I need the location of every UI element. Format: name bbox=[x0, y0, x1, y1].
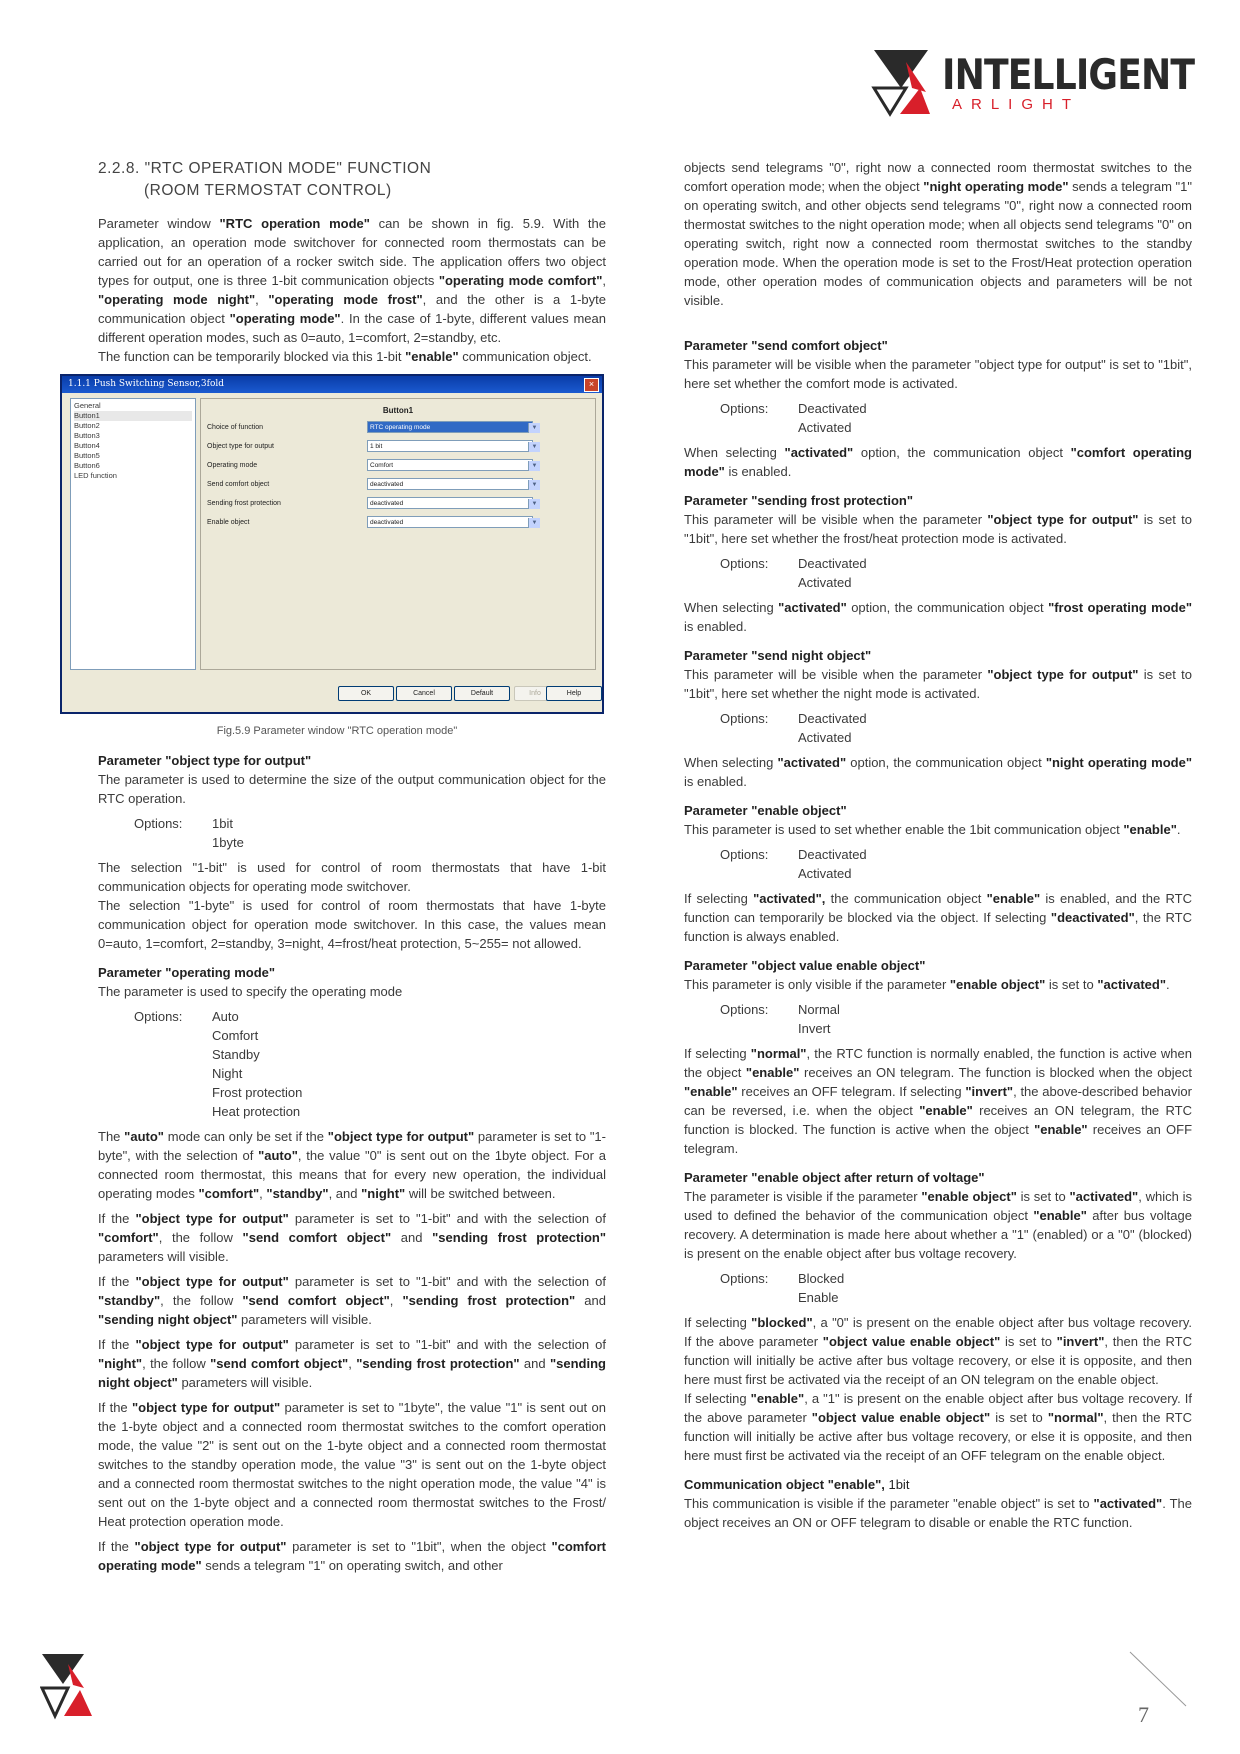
option-item: Activated bbox=[798, 730, 852, 745]
param-row bbox=[207, 516, 591, 530]
param-heading-operating-mode: Parameter "operating mode" bbox=[98, 965, 276, 980]
param-row bbox=[207, 440, 591, 454]
dialog-title: 1.1.1 Push Switching Sensor,3fold bbox=[62, 376, 602, 393]
intro-paragraph: Parameter window "RTC operation mode" can be shown in fig. 5.9. With the application, an operation mode switchover for connected room thermostats can be carried out for an operation of a rocker switch side. The application offers two object types for output, one is three 1-bit communication objects "operating mode comfort", "operating mode night", "operating mode frost", and the other is a 1-byte communication object "operating mode". In the case of 1-byte, different values mean different operation modes, such as 0=auto, 1=comfort, 2=standby, etc. bbox=[98, 216, 606, 345]
param-label: Choice of function bbox=[207, 424, 264, 431]
selection-1bit: The selection "1-bit" is used for control of room thermostats that have 1-bit communication objects for operating mode switchover. bbox=[98, 860, 606, 894]
chevron-down-icon[interactable]: ▼ bbox=[528, 442, 540, 452]
tree-item-led[interactable]: LED function bbox=[74, 471, 117, 480]
option-item: Normal bbox=[798, 1002, 840, 1017]
result-paragraph: If selecting "activated", the communication object "enable" is enabled, and the RTC function can temporarily be blocked via the object. If selecting "deactivated", the RTC function is always enabled. bbox=[684, 891, 1192, 944]
parameter-dialog-figure bbox=[60, 374, 604, 714]
options-list bbox=[684, 1000, 1192, 1038]
brand-logo bbox=[870, 48, 1195, 118]
param-heading-frost: Parameter "sending frost protection" bbox=[684, 493, 914, 508]
param-select[interactable]: 1 bit ▼ bbox=[367, 440, 533, 452]
options-label: Options: bbox=[134, 816, 183, 831]
comm-object-desc: This communication is visible if the parameter "enable object" is set to "activated". The object receives an ON or OFF telegram to disable or enable the RTC function. bbox=[684, 1496, 1192, 1530]
param-desc: This parameter is used to set whether enable the 1bit communication object "enable". bbox=[684, 822, 1181, 837]
param-row bbox=[207, 421, 591, 435]
page-number-block bbox=[1128, 1650, 1198, 1730]
param-desc: The parameter is used to specify the operating mode bbox=[98, 984, 403, 999]
option-item: Activated bbox=[798, 420, 852, 435]
result-paragraph: If selecting "normal", the RTC function is normally enabled, the function is active when the object "enable" receives an ON telegram. The function is blocked when the object "enable" receives an OFF telegram. If selecting "invert", the above-described behavior can be reversed, i.e. when the object "enable" receives an ON telegram, the RTC function is blocked. The function is active when the object "enable" receives an OFF telegram. bbox=[684, 1046, 1193, 1156]
param-label: Sending frost protection bbox=[207, 500, 281, 507]
options-label: Options: bbox=[720, 1271, 769, 1286]
dialog-buttons bbox=[62, 686, 602, 700]
auto-paragraph: The "auto" mode can only be set if the "object type for output" parameter is set to "1-byte", with the selection of "auto", the value "0" is sent out on the 1byte object. For a connected room thermostat, this means that for every new operation, the individual operating modes "comfort", "standby", and "night" will be switched between. bbox=[98, 1129, 606, 1201]
result-paragraph: When selecting "activated" option, the communication object "night operating mode" is enabled. bbox=[684, 755, 1192, 789]
option-item: Deactivated bbox=[798, 556, 867, 571]
standby-paragraph: If the "object type for output" parameter is set to "1-bit" and with the selection of "standby", the follow "send comfort object", "sending frost protection" and "sending night object" parameters will visible. bbox=[98, 1274, 606, 1327]
param-row bbox=[207, 459, 591, 473]
tree-item-button6[interactable]: Button6 bbox=[74, 461, 100, 470]
logo-mark-icon bbox=[870, 48, 940, 118]
section-number-title: 2.2.8. "RTC OPERATION MODE" FUNCTION bbox=[98, 160, 432, 177]
page-number: 7 bbox=[1138, 1702, 1149, 1727]
param-desc: This parameter will be visible when the parameter "object type for output" is set to "1bit", here set whether the comfort mode is activated. bbox=[684, 357, 1192, 391]
option-item: 1bit bbox=[212, 816, 233, 831]
dialog-panel bbox=[200, 398, 596, 670]
selection-1byte: The selection "1-byte" is used for control of room thermostats that have 1-byte communication object for operation mode switchover. In this case, the values mean 0=auto, 1=comfort, 2=standby, 3=night, 4=frost/heat protection, 5~255= not allowed. bbox=[98, 898, 606, 951]
blocked-paragraph: If selecting "blocked", a "0" is present on the enable object after bus voltage recovery. If the above parameter "object value enable object" is set to "invert", then the RTC function will initially be active after bus voltage recovery, or else it is opposite, and then here must first be activated via the receipt of an ON telegram on the enable object. bbox=[684, 1315, 1192, 1387]
param-select[interactable]: deactivated ▼ bbox=[367, 497, 533, 509]
options-label: Options: bbox=[720, 401, 769, 416]
cancel-button[interactable]: Cancel bbox=[396, 686, 452, 701]
chevron-down-icon[interactable]: ▼ bbox=[528, 499, 540, 509]
param-heading-object-type: Parameter "object type for output" bbox=[98, 753, 312, 768]
option-item: Heat protection bbox=[212, 1104, 301, 1119]
blocked-paragraph: The function can be temporarily blocked via this 1-bit "enable" communication object. bbox=[98, 349, 592, 364]
param-select[interactable]: Comfort ▼ bbox=[367, 459, 533, 471]
brand-name: INTELLIGENT bbox=[942, 50, 1195, 99]
chevron-down-icon[interactable]: ▼ bbox=[528, 518, 540, 528]
close-icon[interactable]: × bbox=[584, 378, 599, 392]
info-button: Info bbox=[514, 686, 556, 701]
param-select[interactable]: RTC operating mode ▼ bbox=[367, 421, 533, 433]
options-label: Options: bbox=[720, 1002, 769, 1017]
option-item: Blocked bbox=[798, 1271, 845, 1286]
param-row bbox=[207, 478, 591, 492]
footer-logo-icon bbox=[40, 1652, 98, 1720]
comfort-paragraph: If the "object type for output" parameter is set to "1-bit" and with the selection of "comfort", the follow "send comfort object" and "sending frost protection" parameters will visible. bbox=[98, 1211, 606, 1264]
option-item: Deactivated bbox=[798, 711, 867, 726]
option-item: Auto bbox=[212, 1009, 239, 1024]
options-label: Options: bbox=[720, 847, 769, 862]
param-desc: This parameter will be visible when the parameter "object type for output" is set to "1bit", here set whether the frost/heat protection mode is activated. bbox=[684, 512, 1192, 546]
default-button[interactable]: Default bbox=[454, 686, 510, 701]
option-item: Frost protection bbox=[212, 1085, 303, 1100]
param-heading-send-comfort: Parameter "send comfort object" bbox=[684, 338, 888, 353]
tree-item-button3[interactable]: Button3 bbox=[74, 431, 100, 440]
help-button[interactable]: Help bbox=[546, 686, 602, 701]
options-list bbox=[684, 1269, 1192, 1307]
tree-item-button5[interactable]: Button5 bbox=[74, 451, 100, 460]
options-label: Options: bbox=[720, 556, 769, 571]
ok-button[interactable]: OK bbox=[338, 686, 394, 701]
options-list bbox=[684, 399, 1192, 437]
section-subtitle: (ROOM TERMOSTAT CONTROL) bbox=[144, 182, 392, 199]
param-heading-object-value: Parameter "object value enable object" bbox=[684, 958, 926, 973]
options-list bbox=[684, 845, 1192, 883]
options-label: Options: bbox=[720, 711, 769, 726]
param-select[interactable]: deactivated ▼ bbox=[367, 478, 533, 490]
comm-object-heading: Communication object "enable", 1bit bbox=[684, 1477, 910, 1492]
param-heading-after-voltage: Parameter "enable object after return of voltage" bbox=[684, 1170, 985, 1185]
dialog-tree bbox=[70, 398, 196, 670]
param-desc: This parameter is only visible if the parameter "enable object" is set to "activated". bbox=[684, 977, 1170, 992]
param-heading-night: Parameter "send night object" bbox=[684, 648, 872, 663]
param-label: Send comfort object bbox=[207, 481, 270, 488]
figure-caption: Fig.5.9 Parameter window "RTC operation mode" bbox=[216, 725, 458, 737]
chevron-down-icon[interactable]: ▼ bbox=[528, 423, 540, 433]
panel-title: Button1 bbox=[382, 406, 414, 415]
left-column bbox=[68, 158, 606, 1581]
param-desc: This parameter will be visible when the parameter "object type for output" is set to "1bit", here set whether the night mode is activated. bbox=[684, 667, 1192, 701]
options-list bbox=[98, 814, 606, 852]
options-list bbox=[684, 709, 1192, 747]
enable-paragraph: If selecting "enable", a "1" is present on the enable object after bus voltage recovery. If the above parameter "object value enable object" is set to "normal", then the RTC function will initially be active after bus voltage recovery, or else it is opposite, and then here must first be activated via the receipt of an OFF telegram on the enable object. bbox=[684, 1391, 1192, 1463]
param-label: Object type for output bbox=[207, 443, 274, 450]
option-item: Deactivated bbox=[798, 401, 867, 416]
param-label: Operating mode bbox=[207, 462, 258, 469]
options-label: Options: bbox=[134, 1009, 183, 1024]
tree-item-button4[interactable]: Button4 bbox=[74, 441, 100, 450]
tree-item-button2[interactable]: Button2 bbox=[74, 421, 100, 430]
chevron-down-icon[interactable]: ▼ bbox=[528, 461, 540, 471]
tree-item-button1[interactable]: Button1 bbox=[74, 411, 192, 421]
bit-paragraph: If the "object type for output" parameter is set to "1bit", when the object "comfort operating mode" sends a telegram "1" on operating switch, and other bbox=[98, 1539, 606, 1573]
param-label: Enable object bbox=[207, 519, 250, 526]
option-item: Night bbox=[212, 1066, 243, 1081]
options-list bbox=[684, 554, 1192, 592]
param-desc: The parameter is used to determine the size of the output communication object for the RTC operation. bbox=[98, 772, 606, 806]
param-row bbox=[207, 497, 591, 511]
continuation-paragraph: objects send telegrams "0", right now a connected room thermostat switches to the comfort operation mode; when the object "night operating mode" sends a telegram "1" on operating switch, and other objects send telegrams "0", right now a connected room thermostat switches to the night operation mode; when all objects send telegrams "0" on operating switch, right now a connected room thermostat switches to the standby operation mode. When the operation mode is set to the Frost/Heat protection operation mode, other operation modes of communication objects and parameters will be not visible. bbox=[684, 160, 1192, 308]
option-item: Deactivated bbox=[798, 847, 867, 862]
section-title bbox=[98, 158, 606, 202]
option-item: Invert bbox=[798, 1021, 831, 1036]
param-desc: The parameter is visible if the parameter "enable object" is set to "activated", which is used to defined the behavior of the communication object "enable" after bus voltage recovery. A determination is made here about whether a "1" (enabled) or a "0" (blocked) is present on the enable object after bus voltage recovery. bbox=[684, 1189, 1192, 1261]
result-paragraph: When selecting "activated" option, the communication object "frost operating mode" is enabled. bbox=[684, 600, 1192, 634]
option-item: Standby bbox=[212, 1047, 260, 1062]
options-list bbox=[98, 1007, 606, 1121]
option-item: Activated bbox=[798, 575, 852, 590]
param-heading-enable: Parameter "enable object" bbox=[684, 803, 847, 818]
option-item: 1byte bbox=[212, 835, 244, 850]
option-item: Comfort bbox=[212, 1028, 259, 1043]
right-column bbox=[684, 158, 1192, 1532]
param-select[interactable]: deactivated ▼ bbox=[367, 516, 533, 528]
result-paragraph: When selecting "activated" option, the communication object "comfort operating mode" is enabled. bbox=[684, 445, 1192, 479]
chevron-down-icon[interactable]: ▼ bbox=[528, 480, 540, 490]
brand-sub: ARLIGHT bbox=[952, 96, 1081, 113]
option-item: Enable bbox=[798, 1290, 839, 1305]
night-paragraph: If the "object type for output" parameter is set to "1-bit" and with the selection of "night", the follow "send comfort object", "sending frost protection" and "sending night object" parameters will visible. bbox=[98, 1337, 606, 1390]
byte-paragraph: If the "object type for output" parameter is set to "1byte", the value "1" is sent out on the 1-byte object and a connected room thermostat switches to the comfort operation mode, the value "2" is sent out on the 1-byte object and a connected room thermostat switches to the standby operation mode, the value "3" is sent out on the 1-byte object and a connected room thermostat switches to the night operation mode, the value "4" is sent out on the 1-byte object and a connected room thermostat switches to the Frost/ Heat protection operation mode. bbox=[98, 1400, 606, 1529]
option-item: Activated bbox=[798, 866, 852, 881]
tree-item-general[interactable]: General bbox=[74, 401, 101, 410]
